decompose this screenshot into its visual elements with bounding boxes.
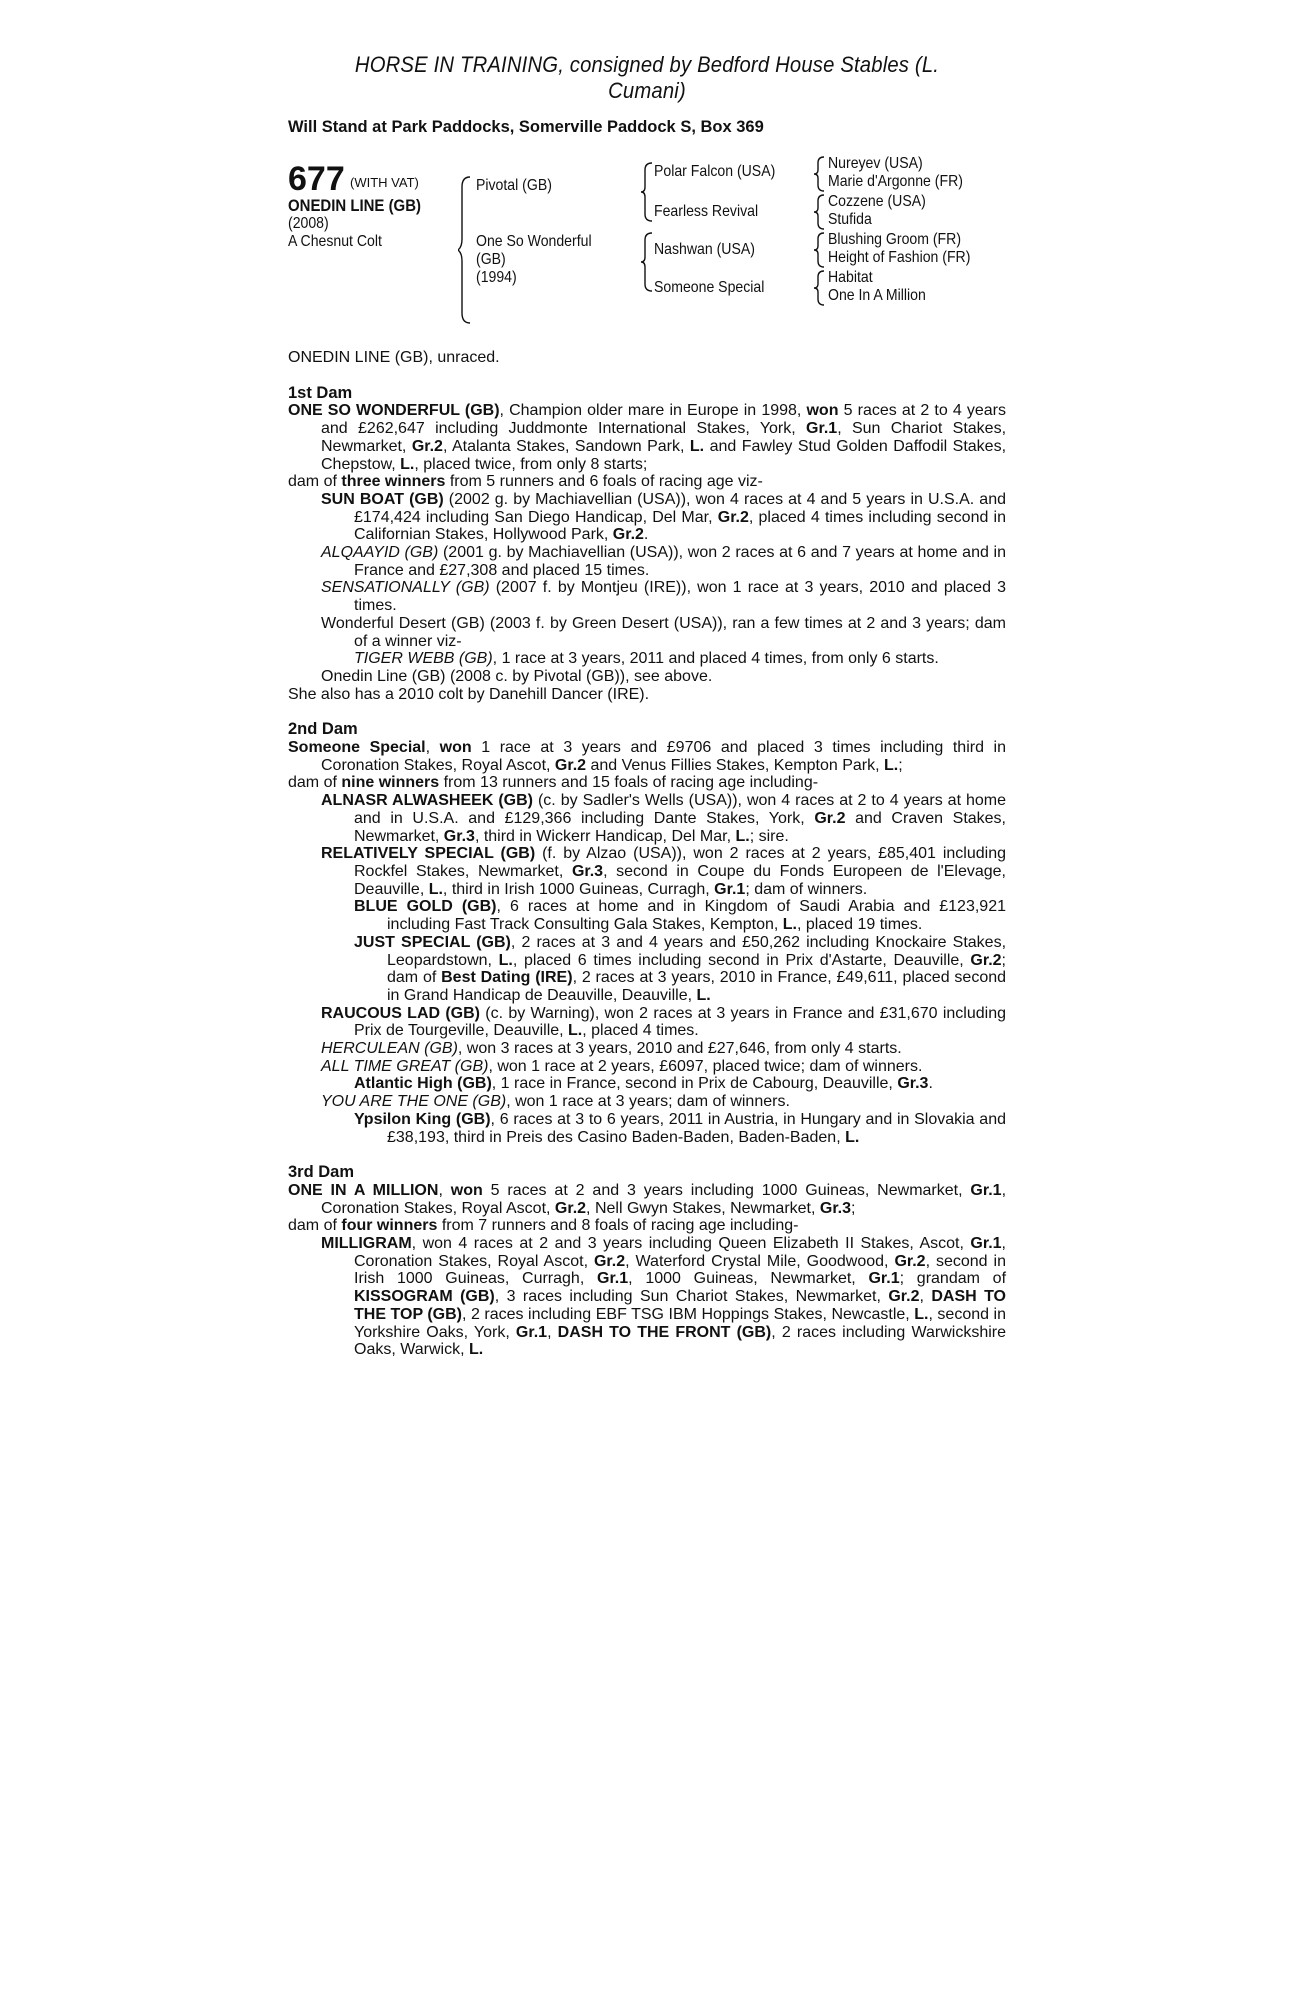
text-run: , (425, 739, 440, 757)
text-run: . (928, 1075, 933, 1093)
text-run: , third in Irish 1000 Guineas, Curragh, (442, 880, 715, 898)
produce-sun-boat (288, 491, 1006, 544)
text-run: , Atalanta Stakes, Sandown Park, (442, 437, 690, 455)
text-run: L. (883, 756, 899, 774)
produce-milligram (288, 1235, 1006, 1359)
pedigree-dsd: Height of Fashion (FR) (828, 249, 971, 266)
text-run: RAUCOUS LAD (GB) (321, 1004, 480, 1022)
text-run: L. (498, 951, 513, 969)
text-run: won (450, 1181, 483, 1199)
text-run: , Nell Gwyn Stakes, Newmarket, (586, 1199, 820, 1217)
second-dam-produce-summary (288, 774, 1006, 792)
text-run: dam of (288, 774, 342, 792)
text-run: Gr.1 (597, 1270, 629, 1288)
text-run: , second in Coupe du Fonds Europeen de l'Elevage, Deauville, (354, 862, 1007, 898)
text-run: Gr.3 (819, 1199, 852, 1217)
lot-number: 677 (288, 160, 345, 198)
text-run: ; dam of winners. (745, 880, 868, 898)
first-dam-entry (288, 402, 1006, 473)
text-run: ONE IN A MILLION (288, 1181, 439, 1199)
text-run: YOU ARE THE ONE (GB) (321, 1093, 507, 1111)
produce-wonderful-desert: Wonderful Desert (GB) (2003 f. by Green Desert (USA)), ran a few times at 2 and 3 years; dam of a winner viz- (321, 614, 1006, 650)
produce-note: She also has a 2010 colt by Danehill Dancer (IRE). (288, 685, 650, 703)
text-run: , Sun Chariot Stakes, Newmarket, (321, 420, 1007, 455)
text-run: Gr.2 (894, 1252, 926, 1270)
text-run: Gr.3 (443, 827, 475, 845)
text-run: from 13 runners and 15 foals of racing age including- (439, 774, 819, 792)
text-run: Gr.3 (897, 1075, 929, 1093)
text-run: (2001 g. by Machiavellian (USA)), won 2 races at 6 and 7 years at home and in France and £27,308 and placed 15 times. (354, 544, 1006, 579)
text-run: , 6 races at 3 to 6 years, 2011 in Austria, in Hungary and in Slovakia and £38,193, third in Preis des Casino Baden-Baden, Baden-Baden, (387, 1110, 1006, 1146)
third-dam-produce-summary (288, 1217, 1006, 1235)
text-run: , placed 4 times. (582, 1022, 699, 1040)
text-run: , placed 6 times including second in Prix d'Astarte, Deauville, (512, 951, 971, 969)
page-subtitle: Will Stand at Park Paddocks, Somerville Paddock S, Box 369 (288, 118, 764, 136)
text-run: (f. by Alzao (USA)), won 2 races at 2 years, £85,401 including Rockfel Stakes, Newmarket, (354, 845, 1006, 880)
catalogue-body (288, 349, 1006, 1359)
text-run: Gr.2 (554, 756, 587, 774)
text-run: L. (428, 880, 443, 898)
text-run: Gr.3 (571, 862, 604, 880)
text-run: , second in Irish 1000 Guineas, Curragh, (354, 1252, 1006, 1288)
text-run: (2007 f. by Montjeu (IRE)), won 1 race at 3 years, 2010 and placed 3 times. (354, 579, 1007, 615)
text-run: ; sire. (749, 827, 789, 845)
pedigree-table (288, 155, 1006, 335)
produce-blue-gold (288, 898, 1006, 933)
text-run: , second in Yorkshire Oaks, York, (354, 1305, 1007, 1341)
text-run: and Fawley Stud Golden Daffodil Stakes, Chepstow, (321, 437, 1007, 473)
pedigree-dam-sire: Nashwan (USA) (654, 241, 755, 258)
text-run: , (438, 1181, 451, 1199)
horse-description: A Chesnut Colt (288, 233, 382, 250)
text-run: Gr.1 (806, 420, 838, 438)
text-run: from 5 runners and 6 foals of racing age viz- (445, 473, 763, 491)
third-dam-heading: 3rd Dam (288, 1163, 355, 1182)
text-run: Gr.2 (717, 508, 749, 526)
text-run: Gr.2 (612, 526, 644, 544)
text-run: . (643, 526, 649, 544)
produce-sensationally (288, 579, 1006, 614)
text-run: KISSOGRAM (GB) (354, 1288, 495, 1306)
text-run: L. (400, 455, 415, 473)
pedigree-dam-year: (1994) (476, 269, 517, 286)
text-run: L. (689, 437, 705, 455)
text-run: (c. by Sadler's Wells (USA)), won 4 races at 2 to 4 years at home and in U.S.A. and £129,366 including Dante Stakes, York, (354, 792, 1007, 827)
text-run: , placed 19 times. (796, 916, 923, 934)
text-run: , 2 races at 3 and 4 years and £50,262 including Knockaire Stakes, Leopardstown, (387, 933, 1007, 969)
produce-alnasr-alwasheek (288, 792, 1006, 845)
horse-year: (2008) (288, 215, 329, 232)
text-run: nine winners (341, 774, 440, 792)
text-run: , 2 races at 3 years, 2010 in France, £49,611, placed second in Grand Handicap de Deauville, Deauville, (387, 969, 1007, 1004)
text-run: , Waterford Crystal Mile, Goodwood, (625, 1252, 895, 1270)
pedigree-brace-6 (812, 231, 826, 269)
text-run: ONE SO WONDERFUL (GB) (288, 402, 500, 420)
text-run: , Coronation Stakes, Royal Ascot, (321, 1181, 1007, 1217)
text-run: (c. by Warning), won 2 races at 3 years in France and £31,670 including Prix de Tourgeville, Deauville, (354, 1004, 1007, 1040)
text-run: and Craven Stakes, Newmarket, (354, 809, 1007, 845)
text-run: Gr.2 (970, 951, 1002, 969)
text-run: L. (914, 1305, 929, 1323)
text-run: ; dam of (387, 951, 1006, 987)
text-run: , (919, 1288, 932, 1306)
text-run: L. (735, 827, 750, 845)
text-run: , Coronation Stakes, Royal Ascot, (354, 1235, 1006, 1270)
text-run: ALQAAYID (GB) (321, 544, 439, 562)
text-run: dam of (288, 1217, 342, 1235)
text-run: ; (851, 1199, 856, 1217)
text-run: ; grandam of (899, 1270, 1007, 1288)
produce-tiger-webb (288, 650, 1006, 668)
text-run: HERCULEAN (GB) (321, 1040, 458, 1058)
text-run: Gr.1 (515, 1323, 548, 1341)
text-run: Gr.1 (714, 880, 746, 898)
text-run: , 2 races including EBF TSG IBM Hoppings Stakes, Newcastle, (462, 1305, 915, 1323)
produce-you-are-the-one (288, 1093, 1006, 1111)
pedigree-ssd: Marie d'Argonne (FR) (828, 173, 963, 190)
produce-ypsilon-king (288, 1111, 1006, 1146)
second-dam-entry (288, 739, 1006, 774)
pedigree-dam-dam: Someone Special (654, 279, 765, 296)
text-run: 5 races at 2 and 3 years including 1000 Guineas, Newmarket, (482, 1181, 971, 1199)
third-dam-entry (288, 1182, 1006, 1217)
pedigree-dam-origin: (GB) (476, 251, 506, 268)
text-run: Ypsilon King (GB) (354, 1110, 491, 1128)
text-run: four winners (341, 1217, 438, 1235)
text-run: , third in Wickerr Handicap, Del Mar, (474, 827, 736, 845)
text-run: L. (845, 1128, 860, 1146)
text-run: L. (568, 1022, 583, 1040)
text-run: , 1 race at 3 years, 2011 and placed 4 times, from only 6 starts. (492, 650, 939, 668)
text-run: 1 race at 3 years and £9706 and placed 3 times including third in Coronation Stakes, Royal Ascot, (321, 739, 1007, 774)
text-run: won (439, 739, 472, 757)
text-run: Gr.2 (554, 1199, 587, 1217)
text-run: DASH TO THE TOP (GB) (354, 1288, 1006, 1323)
horse-name: ONEDIN LINE (GB) (288, 196, 421, 215)
text-run: , won 1 race at 2 years, £6097, placed twice; dam of winners. (488, 1057, 923, 1075)
text-run: , 1 race in France, second in Prix de Cabourg, Deauville, (491, 1075, 898, 1093)
text-run: Gr.1 (970, 1235, 1002, 1253)
text-run: three winners (341, 473, 446, 491)
text-run: Best Dating (IRE) (441, 969, 573, 987)
first-dam-heading: 1st Dam (288, 383, 353, 402)
text-run: 5 races at 2 to 4 years and £262,647 including Juddmonte International Stakes, York, (321, 402, 1006, 438)
produce-relatively-special (288, 845, 1006, 898)
text-run: , 1000 Guineas, Newmarket, (628, 1270, 869, 1288)
text-run: L. (468, 1341, 484, 1359)
produce-raucous-lad (288, 1005, 1006, 1040)
text-run: Someone Special (288, 739, 426, 757)
produce-all-time-great (288, 1058, 1006, 1076)
text-run: MILLIGRAM (321, 1235, 412, 1253)
pedigree-brace-5 (812, 193, 826, 231)
text-run: , won 4 races at 2 and 3 years including Queen Elizabeth II Stakes, Ascot, (411, 1235, 971, 1253)
text-run: and Venus Fillies Stakes, Kempton Park, (586, 756, 884, 774)
pedigree-sdd: Stufida (828, 211, 872, 228)
text-run: BLUE GOLD (GB) (354, 898, 497, 916)
text-run: , 6 races at home and in Kingdom of Saudi Arabia and £123,921 including Fast Track Consulting Gala Stakes, Kempton, (387, 898, 1006, 934)
text-run: Gr.1 (970, 1181, 1002, 1199)
text-run: dam of (288, 473, 342, 491)
text-run: Gr.2 (593, 1252, 626, 1270)
pedigree-sire: Pivotal (GB) (476, 177, 552, 194)
pedigree-brace-1 (458, 175, 478, 325)
text-run: ALNASR ALWASHEEK (GB) (321, 792, 534, 810)
vat-label: (WITH VAT) (350, 175, 419, 190)
pedigree-brace-7 (812, 269, 826, 307)
intro-line: ONEDIN LINE (GB), unraced. (288, 349, 500, 366)
produce-onedin-line: Onedin Line (GB) (2008 c. by Pivotal (GB)), see above. (321, 667, 713, 685)
pedigree-brace-4 (812, 155, 826, 193)
produce-herculean (288, 1040, 1006, 1058)
text-run: SUN BOAT (GB) (321, 490, 444, 508)
pedigree-sss: Nureyev (USA) (828, 155, 923, 172)
text-run: Gr.2 (411, 437, 443, 455)
text-run: , won 1 race at 3 years; dam of winners. (506, 1093, 790, 1111)
page-title: HORSE IN TRAINING, consigned by Bedford House Stables (L. Cumani) (354, 52, 940, 103)
produce-just-special (288, 934, 1006, 1005)
text-run: RELATIVELY SPECIAL (GB) (321, 845, 536, 863)
produce-atlantic-high (288, 1075, 1006, 1093)
text-run: SENSATIONALLY (GB) (321, 579, 490, 597)
text-run: L. (696, 986, 711, 1004)
text-run: L. (782, 916, 797, 934)
pedigree-dam: One So Wonderful (476, 233, 592, 250)
text-run: won (806, 402, 839, 420)
text-run: , won 3 races at 3 years, 2010 and £27,646, from only 4 starts. (457, 1040, 902, 1058)
text-run: , placed twice, from only 8 starts; (414, 455, 648, 473)
produce-alqaayid (288, 544, 1006, 579)
text-run: JUST SPECIAL (GB) (354, 933, 511, 951)
text-run: , Champion older mare in Europe in 1998, (499, 402, 807, 420)
text-run: , (547, 1323, 558, 1341)
text-run: , placed 4 times including second in Californian Stakes, Hollywood Park, (354, 508, 1007, 544)
catalogue-page (288, 52, 1006, 1359)
pedigree-dss: Blushing Groom (FR) (828, 231, 962, 248)
text-run: from 7 runners and 8 foals of racing age including- (437, 1217, 799, 1235)
text-run: TIGER WEBB (GB) (354, 650, 493, 668)
pedigree-sire-dam: Fearless Revival (654, 203, 759, 220)
second-dam-heading: 2nd Dam (288, 720, 358, 739)
text-run: , 2 races including Warwickshire Oaks, Warwick, (354, 1323, 1006, 1359)
pedigree-dds: Habitat (828, 269, 873, 286)
text-run: Gr.2 (814, 809, 846, 827)
text-run: Gr.1 (868, 1270, 900, 1288)
pedigree-sire-sire: Polar Falcon (USA) (654, 163, 776, 180)
pedigree-ddd: One In A Million (828, 287, 926, 304)
text-run: , 3 races including Sun Chariot Stakes, Newmarket, (494, 1288, 889, 1306)
text-run: (2002 g. by Machiavellian (USA)), won 4 races at 4 and 5 years in U.S.A. and £174,424 including San Diego Handicap, Del Mar, (354, 490, 1006, 526)
text-run: Gr.2 (888, 1288, 920, 1306)
pedigree-sds: Cozzene (USA) (828, 193, 926, 210)
text-run: Atlantic High (GB) (354, 1075, 492, 1093)
first-dam-produce-summary (288, 473, 1006, 491)
text-run: ; (898, 756, 903, 774)
text-run: DASH TO THE FRONT (GB) (557, 1323, 772, 1341)
text-run: ALL TIME GREAT (GB) (321, 1057, 489, 1075)
